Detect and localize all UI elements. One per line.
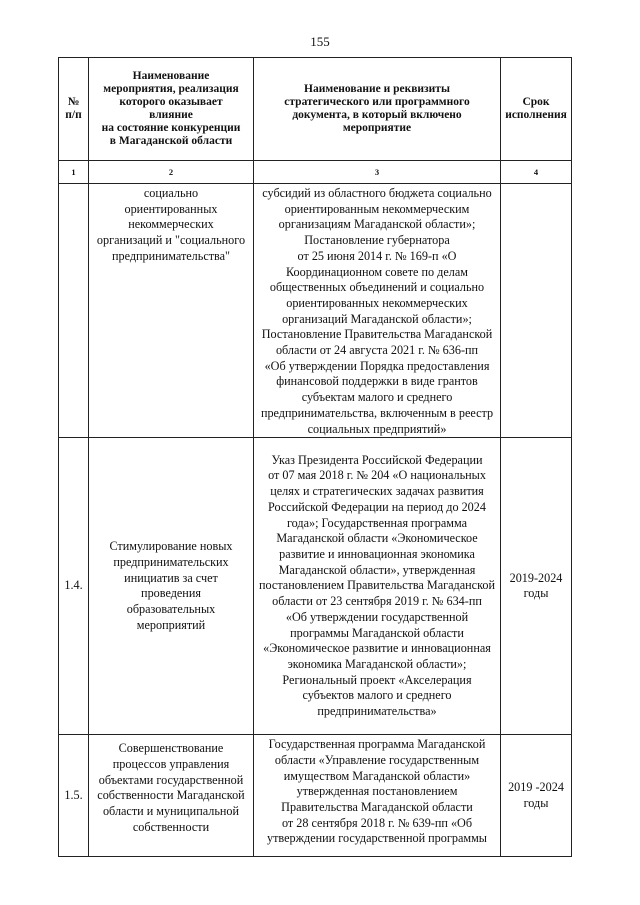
text-line: № [67, 96, 80, 108]
text-line: Российской Федерации на период до 2024 [268, 499, 486, 514]
row-document [254, 438, 501, 735]
text-line: Срок [522, 96, 550, 108]
row-event-name [89, 735, 254, 857]
text-line: организаций Магаданской области»; [282, 311, 472, 326]
text-line: «Об утверждении государственной [285, 609, 469, 624]
table-row [59, 438, 572, 735]
text-line: социально [143, 186, 199, 200]
text-line: области от 23 сентября 2019 г. № 634-пп [272, 594, 482, 609]
text-line: ориентированным некоммерческим [284, 201, 470, 216]
column-number: 3 [254, 161, 501, 184]
text-line: п/п [65, 109, 82, 121]
text-line: объектами государственной [98, 772, 244, 787]
text-line: постановлением Правительства Магаданской [259, 578, 495, 593]
table-header-row [59, 58, 572, 161]
text-line: собственности Магаданской [97, 788, 245, 803]
text-line: исполнения [505, 109, 567, 121]
text-line: на состояние конкуренции [101, 122, 241, 134]
text-line: 2019-2024 [509, 570, 563, 585]
text-line: документа, в который включено [292, 109, 462, 121]
text-line: финансовой поддержки в виде грантов [276, 374, 478, 389]
row-event-name [89, 184, 254, 438]
text-line: Региональный проект «Акселерация [282, 672, 472, 687]
text-line: Указ Президента Российской Федерации [271, 452, 483, 467]
text-line: в Магаданской области [109, 135, 233, 147]
text-line: мероприятий [136, 617, 206, 632]
row-document [254, 735, 501, 857]
text-line: стратегического или программного [284, 96, 470, 108]
row-event-name [89, 438, 254, 735]
column-number: 1 [59, 161, 89, 184]
text-line: «Об утверждении Порядка предоставления [264, 358, 490, 373]
text-line: Наименование [132, 70, 210, 82]
text-line: года»; Государственная программа [286, 515, 468, 530]
row-number: 1.4. [59, 438, 89, 735]
text-line: предпринимательства» [317, 704, 437, 719]
text-line: предпринимательства, включенным в реестр [260, 405, 494, 420]
text-line: мероприятие [342, 122, 412, 134]
text-line: годы [523, 586, 549, 601]
header-event-name [89, 58, 254, 161]
text-line: социальных предприятий» [307, 421, 447, 436]
column-number: 4 [501, 161, 572, 184]
row-number: 1.5. [59, 735, 89, 857]
header-number [59, 58, 89, 161]
text-line: субъектам малого и среднего [301, 390, 453, 405]
text-line: Совершенствование [118, 741, 224, 756]
text-line: от 07 мая 2018 г. № 204 «О национальных [268, 468, 486, 483]
text-line: 2019 -2024 [508, 780, 564, 795]
text-line: собственности [132, 819, 210, 834]
text-line: области «Управление государственным [274, 752, 480, 767]
text-line: Магаданской области», утвержденная [278, 562, 476, 577]
text-line: ориентированных некоммерческих [286, 295, 468, 310]
text-line: предпринимательства" [111, 248, 231, 263]
text-line: образовательных [126, 601, 216, 616]
table-row [59, 735, 572, 857]
text-line: области и муниципальной [102, 804, 240, 819]
table-row [59, 184, 572, 438]
text-line: некоммерческих [128, 217, 214, 232]
text-line: ориентированных [124, 201, 218, 216]
row-term [501, 438, 572, 735]
text-line: влияние [149, 109, 193, 121]
text-line: которого оказывает [119, 96, 223, 108]
row-number [59, 184, 89, 438]
text-line: утверждении государственной программы [267, 831, 487, 846]
text-line: имуществом Магаданской области» [283, 768, 471, 783]
text-line: предпринимательских [113, 554, 229, 569]
text-line: процессов управления [112, 756, 230, 771]
text-line: Постановление губернатора [304, 233, 450, 248]
column-number: 2 [89, 161, 254, 184]
text-line: проведения [141, 586, 201, 601]
text-line: субсидий из областного бюджета социально [262, 186, 492, 200]
header-document [254, 58, 501, 161]
text-line: организаций и "социального [96, 233, 246, 248]
text-line: утвержденная постановлением [296, 784, 458, 799]
text-line: годы [523, 795, 549, 810]
text-line: области от 24 августа 2021 г. № 636-пп [275, 343, 479, 358]
text-line: субъектов малого и среднего [302, 688, 452, 703]
row-document [254, 184, 501, 438]
text-line: программы Магаданской области [290, 625, 464, 640]
text-line: от 28 сентября 2018 г. № 639-пп «Об [281, 815, 473, 830]
text-line: экономика Магаданской области»; [287, 656, 467, 671]
text-line: развитие и инновационная экономика [279, 546, 475, 561]
text-line: «Экономическое развитие и инновационная [263, 641, 491, 656]
text-line: Магаданской области «Экономическое [276, 531, 478, 546]
text-line: Координационном совете по делам [286, 264, 468, 279]
text-line: общественных объединений и социально [269, 280, 485, 295]
text-line: Стимулирование новых [109, 539, 233, 554]
page-number: 155 [310, 34, 330, 49]
text-line: Постановление Правительства Магаданской [261, 327, 493, 342]
column-number-row [59, 161, 572, 184]
text-line: инициатив за счет [124, 570, 218, 585]
row-term [501, 735, 572, 857]
text-line: целях и стратегических задачах развития [270, 484, 484, 499]
text-line: Государственная программа Магаданской [268, 737, 486, 752]
row-term [501, 184, 572, 438]
text-line: организациям Магаданской области»; [278, 217, 476, 232]
measures-table [58, 57, 572, 857]
text-line: Наименование и реквизиты [304, 83, 450, 95]
text-line: мероприятия, реализация [103, 83, 239, 95]
text-line: от 25 июня 2014 г. № 169-п «О [297, 248, 457, 263]
header-term [501, 58, 572, 161]
text-line: Правительства Магаданской области [281, 800, 473, 815]
